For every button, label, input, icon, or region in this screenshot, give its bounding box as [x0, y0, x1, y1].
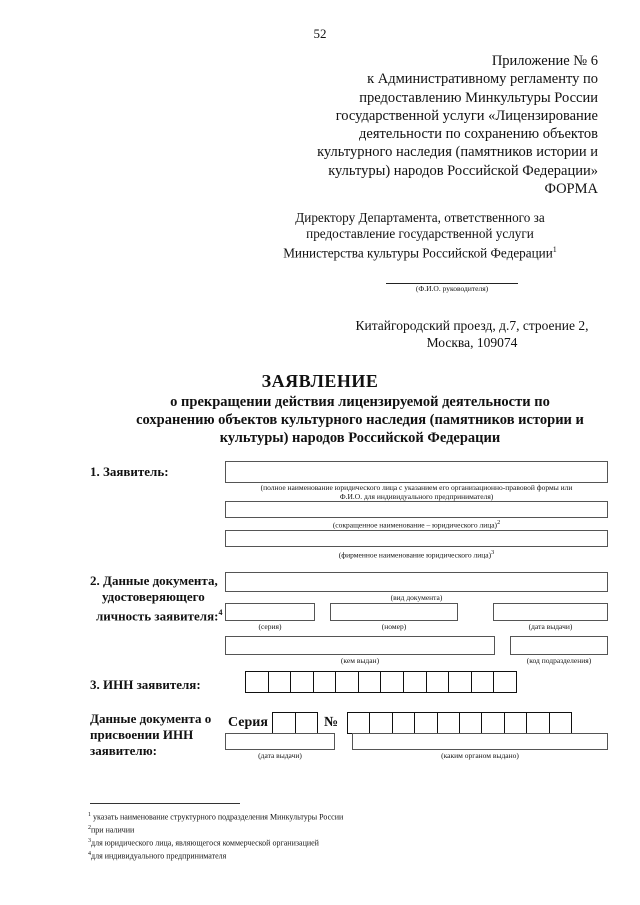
number-digit-cell[interactable] — [550, 712, 572, 734]
form-label: ФОРМА — [544, 181, 598, 198]
inn-digit-cell[interactable] — [314, 671, 337, 693]
addressee-line: предоставление государственной услуги — [306, 226, 534, 241]
appendix-line: деятельности по сохранению объектов — [359, 126, 598, 143]
footnote-mark: 2 — [88, 825, 91, 832]
number-digit-cell[interactable] — [527, 712, 549, 734]
full-name-caption: (полное наименование юридического лица с указанием его организационно-правовой формы или — [260, 483, 573, 492]
footnote-mark: 4 — [88, 851, 91, 858]
issue-date-field[interactable] — [493, 603, 608, 621]
signature-caption: (Ф.И.О. руководителя) — [415, 284, 489, 293]
footnote-text: при наличии — [91, 825, 135, 835]
document-type-field[interactable] — [225, 572, 608, 592]
appendix-line: культурного наследия (памятников истории и — [317, 144, 598, 161]
inn-digit-cell[interactable] — [336, 671, 359, 693]
page-number: 52 — [313, 26, 327, 41]
series-caption: (серия) — [258, 622, 282, 631]
section2-label — [90, 573, 222, 624]
footnote-divider — [90, 803, 240, 804]
inn-digit-cell[interactable] — [359, 671, 382, 693]
appendix-line: Приложение № 6 — [491, 53, 598, 69]
number-digit-cell[interactable] — [460, 712, 482, 734]
footnotes — [88, 810, 343, 863]
number-digit-cell[interactable] — [482, 712, 504, 734]
issued-by-field[interactable] — [225, 636, 495, 655]
appendix-line: государственной услуги «Лицензирование — [335, 107, 598, 124]
brand-name-field[interactable] — [225, 530, 608, 547]
footnote-mark: 3 — [491, 549, 495, 556]
inn-issue-date-caption: (дата выдачи) — [258, 751, 302, 760]
addressee-line: Директору Департамента, ответственного за — [295, 210, 545, 225]
short-name-field[interactable] — [225, 501, 608, 518]
document-title: ЗАЯВЛЕНИЕ — [261, 371, 379, 391]
subtitle-line: сохранению объектов культурного наследия (памятников истории и — [136, 412, 584, 428]
label-line: личность заявителя: — [96, 608, 219, 624]
inn-cells — [245, 671, 517, 693]
footnote — [88, 810, 343, 823]
footnote-text: указать наименование структурного подразделения Минкультуры России — [93, 812, 344, 822]
short-name-caption — [225, 518, 608, 530]
subtitle-line: культуры) народов Российской Федерации — [219, 430, 501, 446]
series-digit-cell[interactable] — [272, 712, 296, 734]
section3-label: 3. ИНН заявителя: — [90, 677, 201, 692]
issued-by-caption: (кем выдан) — [340, 656, 380, 665]
number-digit-cell[interactable] — [347, 712, 370, 734]
document-subtitle — [100, 393, 620, 447]
caption-text: (сокращенное наименование – юридического лица) — [332, 520, 498, 530]
inn-digit-cell[interactable] — [404, 671, 427, 693]
label-line: Данные документа о — [90, 711, 212, 726]
footnote-text: для юридического лица, являющегося коммерческой организацией — [91, 838, 319, 848]
inn-issuer-caption: (каким органом выдано) — [441, 751, 519, 760]
inn-digit-cell[interactable] — [269, 671, 292, 693]
footnote-mark: 1 — [552, 245, 557, 254]
address-line: Москва, 109074 — [426, 335, 518, 350]
footnote — [88, 849, 343, 862]
division-code-caption: (код подразделения) — [526, 656, 592, 665]
inn-issuer-field[interactable] — [352, 733, 608, 750]
footnote-text: для индивидуального предпринимателя — [91, 852, 227, 862]
full-name-field[interactable] — [225, 461, 608, 483]
subtitle-line: о прекращении действия лицензируемой деятельности по — [170, 394, 550, 410]
footnote — [88, 823, 343, 836]
section1-label: 1. Заявитель: — [90, 464, 169, 479]
division-code-field[interactable] — [510, 636, 608, 655]
label-line: присвоении ИНН — [90, 727, 194, 742]
full-name-caption: Ф.И.О. для индивидуального предпринимателя) — [339, 492, 494, 501]
inn-digit-cell[interactable] — [449, 671, 472, 693]
inn-issue-date-field[interactable] — [225, 733, 335, 750]
addressee — [250, 210, 590, 261]
number-digit-cell[interactable] — [370, 712, 392, 734]
inn-digit-cell[interactable] — [245, 671, 269, 693]
address-line: Китайгородский проезд, д.7, строение 2, — [355, 318, 589, 333]
inn-digit-cell[interactable] — [291, 671, 314, 693]
footnote-mark: 3 — [88, 838, 91, 845]
document-type-caption: (вид документа) — [390, 593, 443, 602]
number-digit-cell[interactable] — [438, 712, 460, 734]
address — [332, 317, 612, 351]
appendix-line: культуры) народов Российской Федерации» — [328, 162, 598, 179]
number-digit-cell[interactable] — [415, 712, 437, 734]
series-field[interactable] — [225, 603, 315, 621]
label-line: удостоверяющего — [102, 589, 205, 604]
series-label: Серия — [228, 715, 268, 730]
appendix-line: к Административному регламенту по — [367, 71, 598, 88]
footnote-mark: 1 — [88, 812, 91, 818]
number-caption: (номер) — [381, 622, 407, 631]
appendix-header — [238, 52, 598, 198]
footnote-mark: 4 — [218, 608, 223, 617]
inn-digit-cell[interactable] — [472, 671, 495, 693]
number-cells — [347, 712, 572, 734]
footnote-mark: 2 — [497, 519, 501, 526]
inn-digit-cell[interactable] — [494, 671, 517, 693]
series-cells — [272, 712, 318, 734]
addressee-line: Министерства культуры Российской Федерации — [283, 245, 553, 261]
number-digit-cell[interactable] — [393, 712, 415, 734]
issue-date-caption: (дата выдачи) — [528, 622, 573, 631]
caption-text: (фирменное наименование юридического лица) — [338, 550, 492, 560]
number-label: № — [324, 715, 339, 730]
appendix-line: предоставлению Минкультуры России — [359, 89, 598, 106]
label-line: заявителю: — [90, 743, 157, 758]
brand-name-caption — [225, 548, 608, 560]
label-line: 2. Данные документа, — [90, 573, 218, 588]
inn-digit-cell[interactable] — [427, 671, 450, 693]
series-digit-cell[interactable] — [296, 712, 319, 734]
section4-label — [90, 711, 211, 759]
footnote — [88, 836, 343, 849]
number-digit-cell[interactable] — [505, 712, 527, 734]
number-field[interactable] — [330, 603, 458, 621]
inn-digit-cell[interactable] — [381, 671, 404, 693]
